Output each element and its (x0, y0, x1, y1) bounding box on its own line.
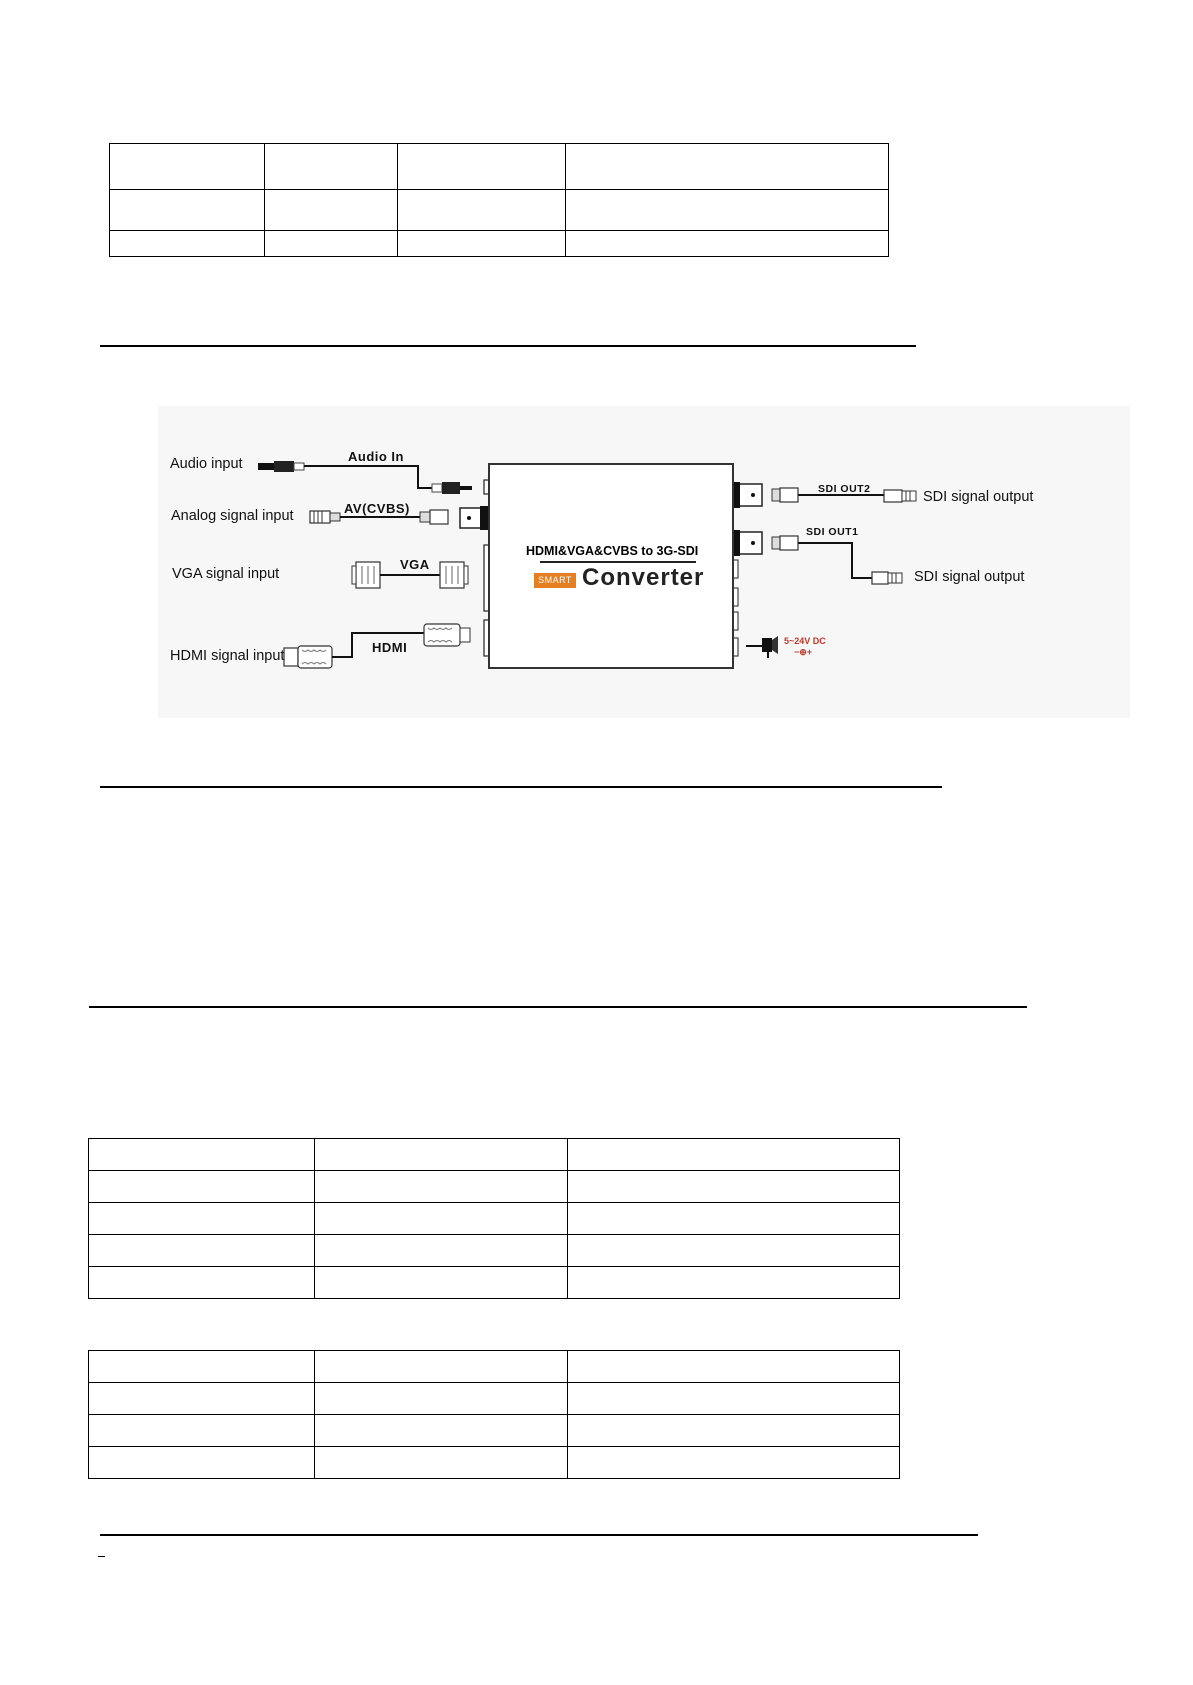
bnc-connector-icon (310, 511, 340, 523)
hdmi-connector-end-icon (424, 624, 470, 646)
table-row (89, 1203, 900, 1235)
spec-table-2 (88, 1350, 900, 1479)
audio-plug-end-icon (432, 482, 472, 494)
power-voltage: 5~24V DC (784, 636, 826, 646)
sdi-out1-end-icon (872, 572, 902, 584)
sdi-out2-connector-icon (772, 488, 798, 502)
device-title: HDMI&VGA&CVBS to 3G-SDI (526, 544, 699, 558)
sdi-out2-label: SDI signal output (923, 489, 1034, 505)
table-row (89, 1171, 900, 1203)
table-row (89, 1235, 900, 1267)
footer-dash (98, 1556, 105, 1557)
power-label (784, 636, 826, 658)
smart-badge: SMART (534, 573, 576, 588)
table-row (89, 1139, 900, 1171)
device-name: Converter (582, 564, 705, 591)
vga-connector-icon (352, 562, 380, 588)
bnc-connector-end-icon (420, 510, 448, 524)
table-row (89, 1447, 900, 1479)
vga-cable-label: VGA (400, 557, 430, 572)
audio-input-label: Audio input (170, 456, 243, 472)
vga-connector-end-icon (440, 562, 468, 588)
power-plug-icon (746, 636, 778, 658)
table-row (89, 1383, 900, 1415)
sdi-out1-cable-label: SDI OUT1 (806, 526, 859, 538)
section-rule-3 (89, 1006, 1027, 1008)
section-rule-2 (100, 786, 942, 788)
analog-input-label: Analog signal input (171, 508, 294, 524)
power-polarity: −⊕+ (794, 647, 813, 657)
converter-device (488, 463, 734, 669)
table-row (89, 1267, 900, 1299)
sdi-out1-connector-icon (772, 536, 798, 550)
table-row (89, 1351, 900, 1383)
hdmi-cable-label: HDMI (372, 640, 408, 655)
sdi-out2-cable-label: SDI OUT2 (818, 483, 871, 495)
vga-input-label: VGA signal input (172, 566, 280, 582)
sdi-out1-label: SDI signal output (914, 569, 1025, 585)
hdmi-input-label: HDMI signal input (170, 648, 285, 664)
audio-plug-icon (258, 461, 304, 472)
hdmi-connector-icon (284, 646, 332, 668)
av-cable-label: AV(CVBS) (344, 501, 410, 516)
sdi-out2-end-icon (884, 490, 916, 502)
table-row (89, 1415, 900, 1447)
device-title-underline (540, 561, 696, 563)
spec-table-1 (88, 1138, 900, 1299)
audio-in-cable-label: Audio In (348, 449, 404, 464)
section-rule-4 (100, 1534, 978, 1536)
